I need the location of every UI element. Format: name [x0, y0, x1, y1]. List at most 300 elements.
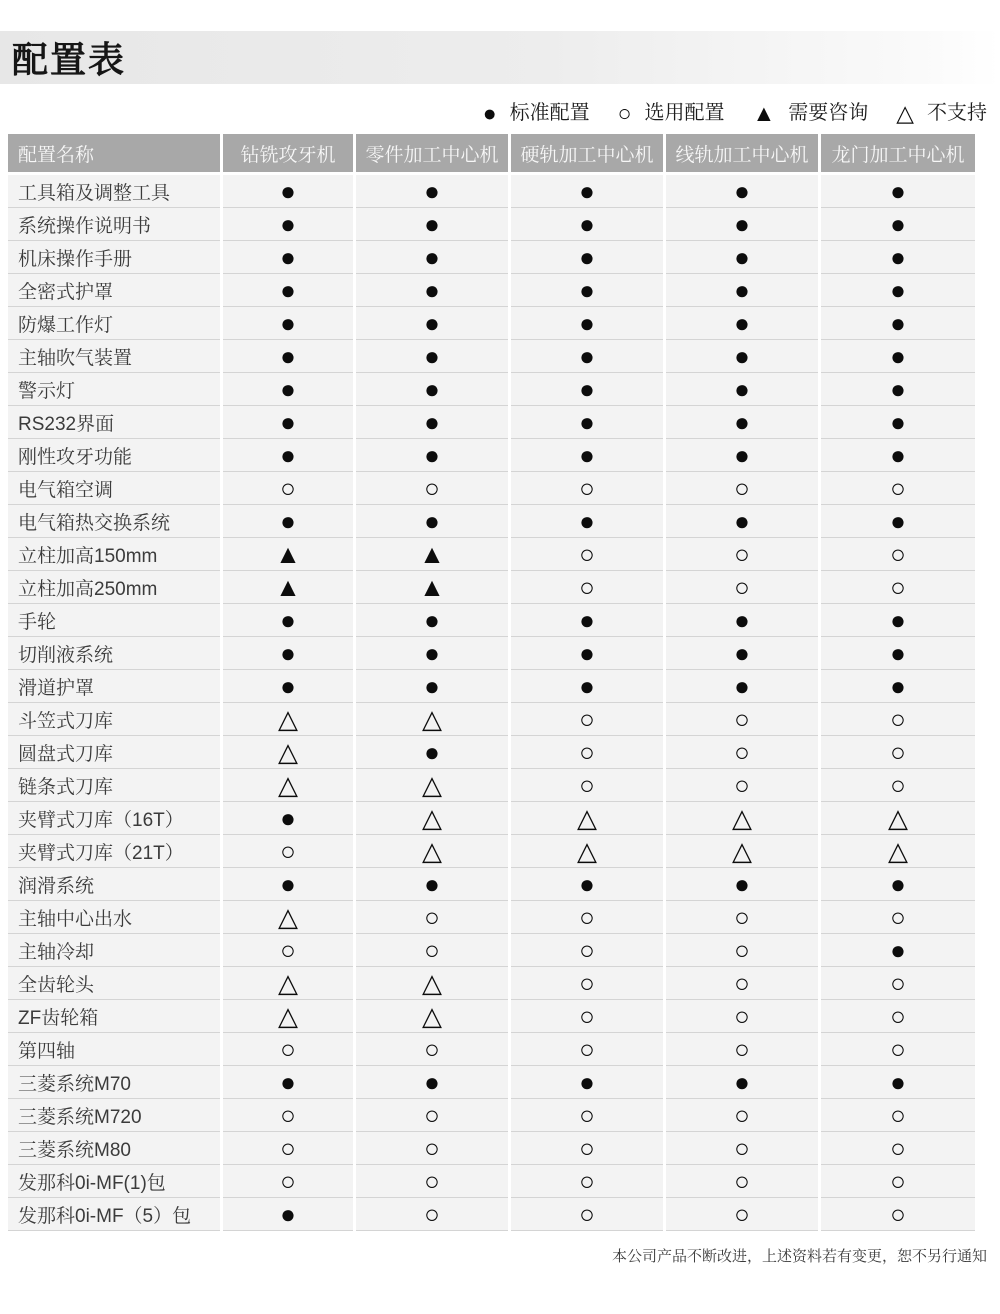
column-header-machine: 硬轨加工中心机 [511, 134, 663, 175]
config-cell [511, 472, 663, 505]
table-row [8, 274, 975, 307]
unsupported-icon: △ [422, 1000, 442, 1031]
unsupported-icon: △ [888, 835, 908, 866]
config-cell [666, 835, 818, 868]
config-row-label: 全齿轮头 [8, 967, 220, 1000]
config-cell [821, 175, 975, 208]
optional-icon: ○ [734, 736, 750, 767]
standard-icon: ● [579, 373, 595, 404]
table-row [8, 373, 975, 406]
config-cell [356, 967, 508, 1000]
optional-icon: ○ [734, 1132, 750, 1163]
legend-label: 选用配置 [644, 102, 725, 124]
optional-icon: ○ [579, 1033, 595, 1064]
footer-note: 本公司产品不断改进，上述资料若有变更，恕不另行通知 [611, 1248, 987, 1265]
config-cell [821, 967, 975, 1000]
standard-icon: ● [579, 307, 595, 338]
config-cell [223, 934, 353, 967]
config-table [5, 134, 978, 1231]
standard-icon: ● [890, 274, 906, 305]
column-header-config-name: 配置名称 [8, 134, 220, 175]
unsupported-icon: △ [278, 901, 298, 932]
standard-icon: ● [890, 604, 906, 635]
optional-icon: ○ [424, 1033, 440, 1064]
standard-icon: ● [424, 373, 440, 404]
table-row [8, 1099, 975, 1132]
standard-icon: ● [734, 241, 750, 272]
config-cell [511, 604, 663, 637]
column-header-machine: 零件加工中心机 [356, 134, 508, 175]
table-row [8, 1132, 975, 1165]
config-cell [356, 736, 508, 769]
config-cell [223, 1165, 353, 1198]
standard-icon: ● [280, 340, 296, 371]
config-cell [223, 175, 353, 208]
config-cell [223, 571, 353, 604]
config-cell [511, 307, 663, 340]
config-row-label: 三菱系统M70 [8, 1066, 220, 1099]
standard-icon: ● [734, 274, 750, 305]
config-cell [511, 406, 663, 439]
config-cell [821, 769, 975, 802]
optional-icon: ○ [890, 1099, 906, 1130]
config-cell [356, 1066, 508, 1099]
standard-icon: ● [890, 208, 906, 239]
standard-icon: ● [280, 175, 296, 206]
config-cell [223, 538, 353, 571]
optional-icon: ○ [890, 901, 906, 932]
optional-icon: ○ [579, 901, 595, 932]
config-cell [821, 802, 975, 835]
config-cell [666, 670, 818, 703]
config-row-label: 滑道护罩 [8, 670, 220, 703]
standard-icon: ● [280, 1066, 296, 1097]
table-row [8, 241, 975, 274]
standard-icon: ● [424, 505, 440, 536]
config-cell [511, 736, 663, 769]
optional-icon: ○ [734, 967, 750, 998]
optional-icon: ○ [734, 1198, 750, 1229]
table-row [8, 472, 975, 505]
standard-icon: ● [280, 241, 296, 272]
standard-icon: ● [280, 868, 296, 899]
optional-icon: ○ [579, 1132, 595, 1163]
standard-icon: ● [890, 868, 906, 899]
config-cell [666, 1132, 818, 1165]
config-cell [666, 472, 818, 505]
config-row-label: 主轴中心出水 [8, 901, 220, 934]
config-cell [511, 868, 663, 901]
table-row [8, 1033, 975, 1066]
config-cell [223, 1132, 353, 1165]
standard-icon: ● [579, 604, 595, 635]
config-cell [511, 1033, 663, 1066]
config-cell [356, 175, 508, 208]
standard-icon: ● [734, 604, 750, 635]
unsupported-icon: △ [577, 835, 597, 866]
config-cell [511, 703, 663, 736]
standard-icon: ● [424, 340, 440, 371]
unsupported-icon: △ [732, 835, 752, 866]
standard-icon: ● [734, 637, 750, 668]
standard-icon: ● [890, 373, 906, 404]
unsupported-icon: △ [896, 100, 914, 126]
optional-icon: ○ [734, 703, 750, 734]
config-cell [511, 340, 663, 373]
standard-icon: ● [482, 100, 497, 126]
page-title-bar [0, 31, 1000, 84]
table-row [8, 1000, 975, 1033]
config-cell [223, 604, 353, 637]
config-cell [356, 868, 508, 901]
config-cell [356, 472, 508, 505]
config-cell [666, 1099, 818, 1132]
standard-icon: ● [579, 637, 595, 668]
optional-icon: ○ [579, 472, 595, 503]
config-cell [666, 769, 818, 802]
config-cell [356, 835, 508, 868]
config-cell [223, 901, 353, 934]
config-cell [821, 1033, 975, 1066]
standard-icon: ● [890, 934, 906, 965]
standard-icon: ● [280, 802, 296, 833]
unsupported-icon: △ [732, 802, 752, 833]
config-cell [666, 604, 818, 637]
config-cell [666, 241, 818, 274]
standard-icon: ● [579, 208, 595, 239]
config-cell [356, 1198, 508, 1231]
column-header-machine: 龙门加工中心机 [821, 134, 975, 175]
config-cell [511, 241, 663, 274]
consult-icon: ▲ [419, 538, 445, 569]
config-cell [666, 406, 818, 439]
config-cell [666, 934, 818, 967]
optional-icon: ○ [579, 1000, 595, 1031]
table-row [8, 505, 975, 538]
optional-icon: ○ [890, 1000, 906, 1031]
config-row-label: 防爆工作灯 [8, 307, 220, 340]
config-cell [666, 274, 818, 307]
config-cell [821, 1165, 975, 1198]
standard-icon: ● [424, 241, 440, 272]
config-cell [821, 274, 975, 307]
config-row-label: 主轴冷却 [8, 934, 220, 967]
config-row-label: 切削液系统 [8, 637, 220, 670]
optional-icon: ○ [890, 1165, 906, 1196]
unsupported-icon: △ [422, 703, 442, 734]
standard-icon: ● [579, 340, 595, 371]
optional-icon: ○ [734, 1099, 750, 1130]
optional-icon: ○ [280, 835, 296, 866]
standard-icon: ● [890, 637, 906, 668]
config-cell [223, 1066, 353, 1099]
optional-icon: ○ [424, 1099, 440, 1130]
optional-icon: ○ [890, 769, 906, 800]
table-row [8, 307, 975, 340]
table-row [8, 571, 975, 604]
config-cell [666, 340, 818, 373]
config-row-label: 链条式刀库 [8, 769, 220, 802]
optional-icon: ○ [890, 1033, 906, 1064]
config-cell [666, 868, 818, 901]
legend [0, 100, 987, 126]
config-cell [511, 802, 663, 835]
config-cell [821, 604, 975, 637]
config-cell [223, 439, 353, 472]
config-cell [511, 637, 663, 670]
config-cell [223, 406, 353, 439]
config-cell [356, 406, 508, 439]
config-cell [821, 1000, 975, 1033]
config-cell [666, 1198, 818, 1231]
config-cell [666, 538, 818, 571]
config-cell [223, 769, 353, 802]
optional-icon: ○ [617, 100, 632, 126]
config-cell [821, 736, 975, 769]
optional-icon: ○ [579, 1165, 595, 1196]
config-cell [666, 175, 818, 208]
optional-icon: ○ [579, 1099, 595, 1130]
config-row-label: 工具箱及调整工具 [8, 175, 220, 208]
optional-icon: ○ [734, 1033, 750, 1064]
standard-icon: ● [579, 505, 595, 536]
config-cell [821, 670, 975, 703]
standard-icon: ● [579, 670, 595, 701]
standard-icon: ● [280, 373, 296, 404]
config-cell [821, 505, 975, 538]
optional-icon: ○ [890, 571, 906, 602]
config-cell [356, 934, 508, 967]
config-cell [666, 703, 818, 736]
config-row-label: 润滑系统 [8, 868, 220, 901]
optional-icon: ○ [424, 1165, 440, 1196]
unsupported-icon: △ [278, 1000, 298, 1031]
standard-icon: ● [424, 175, 440, 206]
config-cell [356, 340, 508, 373]
config-cell [223, 241, 353, 274]
config-cell [511, 1000, 663, 1033]
config-cell [821, 835, 975, 868]
config-cell [821, 637, 975, 670]
legend-item [896, 102, 987, 124]
config-cell [511, 1132, 663, 1165]
config-cell [821, 1066, 975, 1099]
config-cell [223, 1198, 353, 1231]
config-cell [356, 604, 508, 637]
config-cell [666, 637, 818, 670]
config-cell [666, 736, 818, 769]
config-row-label: 电气箱空调 [8, 472, 220, 505]
optional-icon: ○ [890, 1198, 906, 1229]
config-cell [356, 1099, 508, 1132]
config-cell [666, 373, 818, 406]
optional-icon: ○ [280, 1033, 296, 1064]
config-cell [356, 241, 508, 274]
config-row-label: 三菱系统M80 [8, 1132, 220, 1165]
table-row [8, 637, 975, 670]
table-row [8, 604, 975, 637]
unsupported-icon: △ [422, 835, 442, 866]
standard-icon: ● [734, 208, 750, 239]
table-row [8, 670, 975, 703]
config-cell [511, 175, 663, 208]
standard-icon: ● [890, 406, 906, 437]
config-cell [821, 1099, 975, 1132]
config-cell [356, 1033, 508, 1066]
standard-icon: ● [734, 406, 750, 437]
standard-icon: ● [734, 175, 750, 206]
optional-icon: ○ [579, 934, 595, 965]
standard-icon: ● [424, 208, 440, 239]
optional-icon: ○ [579, 703, 595, 734]
table-row [8, 439, 975, 472]
optional-icon: ○ [890, 967, 906, 998]
config-cell [666, 1033, 818, 1066]
config-cell [821, 406, 975, 439]
standard-icon: ● [734, 340, 750, 371]
optional-icon: ○ [890, 703, 906, 734]
config-cell [223, 835, 353, 868]
config-cell [223, 1000, 353, 1033]
table-row [8, 340, 975, 373]
config-row-label: 三菱系统M720 [8, 1099, 220, 1132]
config-cell [511, 274, 663, 307]
config-cell [821, 868, 975, 901]
table-row [8, 1066, 975, 1099]
config-cell [223, 274, 353, 307]
standard-icon: ● [280, 406, 296, 437]
optional-icon: ○ [424, 1198, 440, 1229]
config-cell [666, 505, 818, 538]
optional-icon: ○ [424, 472, 440, 503]
config-cell [356, 703, 508, 736]
optional-icon: ○ [579, 571, 595, 602]
config-cell [356, 670, 508, 703]
table-row [8, 208, 975, 241]
page [0, 31, 1000, 1266]
config-cell [223, 340, 353, 373]
config-row-label: 系统操作说明书 [8, 208, 220, 241]
config-cell [821, 307, 975, 340]
standard-icon: ● [424, 307, 440, 338]
standard-icon: ● [890, 340, 906, 371]
config-cell [821, 901, 975, 934]
config-cell [356, 1000, 508, 1033]
config-cell [356, 373, 508, 406]
standard-icon: ● [424, 637, 440, 668]
unsupported-icon: △ [278, 769, 298, 800]
config-row-label: 主轴吹气装置 [8, 340, 220, 373]
standard-icon: ● [424, 736, 440, 767]
standard-icon: ● [424, 868, 440, 899]
config-cell [223, 1099, 353, 1132]
optional-icon: ○ [890, 736, 906, 767]
standard-icon: ● [890, 670, 906, 701]
table-row [8, 1198, 975, 1231]
config-cell [511, 967, 663, 1000]
config-cell [356, 1132, 508, 1165]
standard-icon: ● [890, 1066, 906, 1097]
standard-icon: ● [734, 373, 750, 404]
optional-icon: ○ [734, 934, 750, 965]
config-cell [511, 1198, 663, 1231]
optional-icon: ○ [280, 1132, 296, 1163]
optional-icon: ○ [579, 769, 595, 800]
config-cell [356, 769, 508, 802]
standard-icon: ● [890, 307, 906, 338]
config-cell [511, 439, 663, 472]
standard-icon: ● [280, 637, 296, 668]
standard-icon: ● [734, 1066, 750, 1097]
config-cell [511, 769, 663, 802]
optional-icon: ○ [734, 472, 750, 503]
optional-icon: ○ [734, 538, 750, 569]
config-cell [223, 373, 353, 406]
unsupported-icon: △ [422, 967, 442, 998]
optional-icon: ○ [579, 1198, 595, 1229]
legend-label: 不支持 [927, 102, 987, 124]
standard-icon: ● [424, 406, 440, 437]
unsupported-icon: △ [278, 736, 298, 767]
standard-icon: ● [424, 439, 440, 470]
config-cell [666, 208, 818, 241]
optional-icon: ○ [579, 736, 595, 767]
standard-icon: ● [579, 868, 595, 899]
config-cell [821, 571, 975, 604]
column-header-machine: 线轨加工中心机 [666, 134, 818, 175]
config-cell [821, 439, 975, 472]
config-row-label: 全密式护罩 [8, 274, 220, 307]
config-cell [666, 1000, 818, 1033]
standard-icon: ● [734, 670, 750, 701]
config-cell [511, 538, 663, 571]
config-cell [821, 472, 975, 505]
config-cell [356, 538, 508, 571]
config-cell [356, 802, 508, 835]
page-title: 配置表 [12, 39, 127, 80]
optional-icon: ○ [734, 1165, 750, 1196]
unsupported-icon: △ [422, 802, 442, 833]
config-cell [356, 505, 508, 538]
consult-icon: ▲ [275, 538, 301, 569]
config-cell [223, 472, 353, 505]
standard-icon: ● [424, 1066, 440, 1097]
optional-icon: ○ [579, 967, 595, 998]
standard-icon: ● [280, 670, 296, 701]
config-cell [666, 307, 818, 340]
config-cell [223, 802, 353, 835]
optional-icon: ○ [280, 1099, 296, 1130]
standard-icon: ● [890, 505, 906, 536]
table-row [8, 175, 975, 208]
config-table-body [8, 175, 975, 1231]
config-cell [223, 208, 353, 241]
optional-icon: ○ [734, 1000, 750, 1031]
config-row-label: 手轮 [8, 604, 220, 637]
optional-icon: ○ [734, 571, 750, 602]
standard-icon: ● [734, 868, 750, 899]
standard-icon: ● [734, 307, 750, 338]
standard-icon: ● [579, 1066, 595, 1097]
config-cell [511, 1066, 663, 1099]
config-cell [356, 571, 508, 604]
unsupported-icon: △ [577, 802, 597, 833]
column-header-machine: 钻铣攻牙机 [223, 134, 353, 175]
standard-icon: ● [890, 439, 906, 470]
optional-icon: ○ [280, 472, 296, 503]
consult-icon: ▲ [275, 571, 301, 602]
legend-label: 需要咨询 [788, 102, 869, 124]
